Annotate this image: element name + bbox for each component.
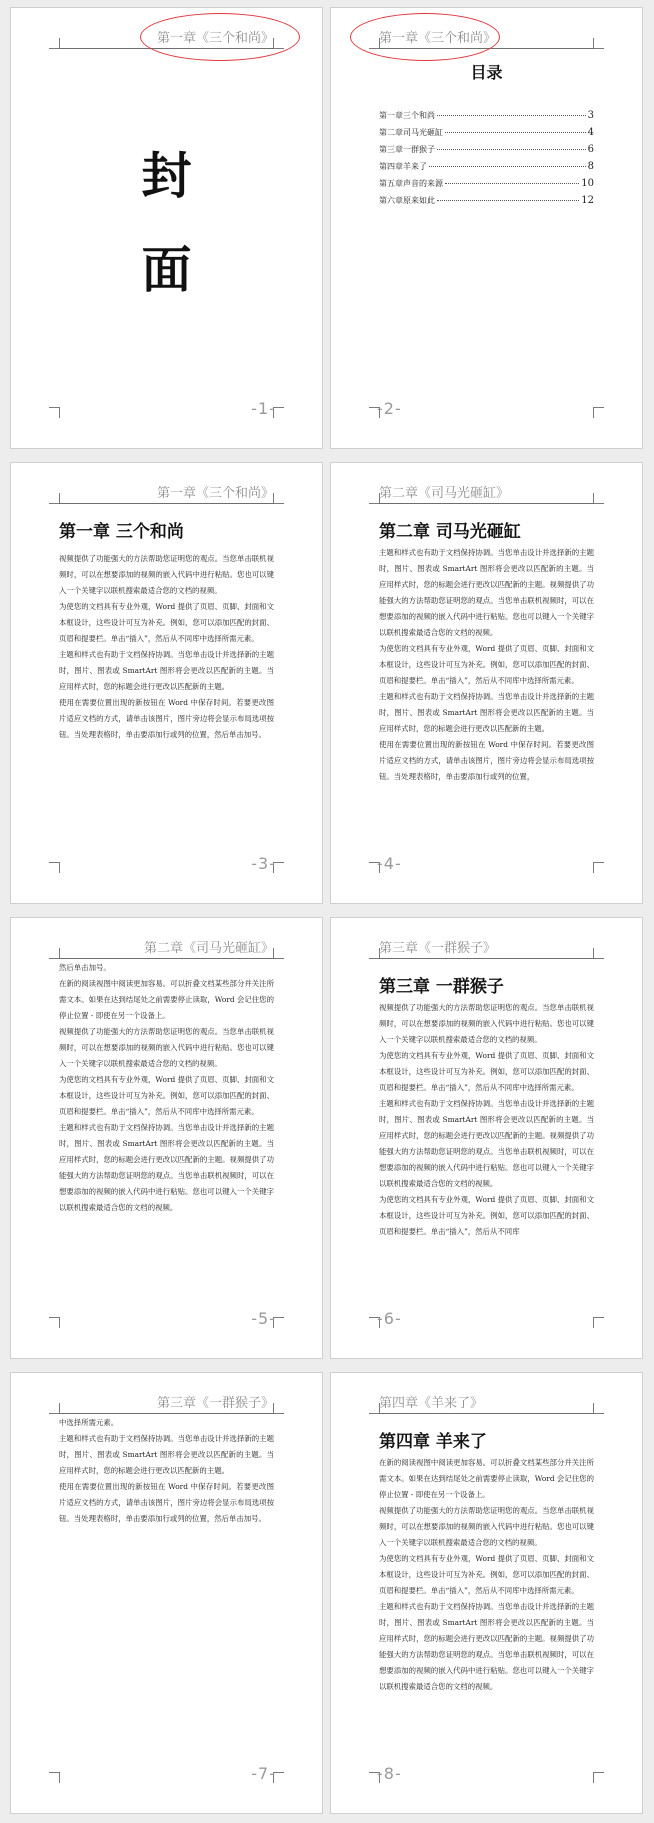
paragraph: 主题和样式也有助于文档保持协调。当您单击设计并选择新的主题时，图片、图表或 SmartArt 图形将会更改以匹配新的主题。当应用样式时，您的标题会进行更改以匹配新的主题。视频提供了功能强大的方法帮助您证明您的观点。当您单击联机视频时，可以在想要添加的视频的嵌入代码中进行粘贴。您也可以键入一个关键字以联机搜索最适合您的文档的视频。 (379, 548, 594, 637)
chapter-heading: 第二章 司马光砸缸 (379, 522, 521, 542)
toc-entry-title: 第二章司马光砸缸 (379, 128, 443, 137)
header-line (379, 503, 594, 504)
paragraph: 在新的阅读视图中阅读更加容易。可以折叠文档某些部分并关注所需文本。如果在达到结尾处之前需要停止读取，Word 会记住您的停止位置 - 即使在另一个设备上。 (59, 979, 274, 1020)
page-header: 第一章《三个和尚》 (379, 31, 497, 46)
paragraph: 主题和样式也有助于文档保持协调。当您单击设计并选择新的主题时，图片、图表或 SmartArt 图形将会更改以匹配新的主题。当应用样式时，您的标题会进行更改以匹配新的主题。 (59, 1434, 274, 1475)
cover-title-char: 封 (141, 146, 192, 205)
toc-leader (437, 200, 579, 201)
toc-entry[interactable] (379, 161, 594, 178)
toc-leader (437, 115, 586, 116)
toc-leader (437, 149, 586, 150)
toc-entry-page: 6 (587, 144, 594, 155)
page-number: -1- (251, 399, 276, 418)
paragraph: 为使您的文档具有专业外观，Word 提供了页眉、页脚、封面和文本框设计，这些设计可互为补充。例如，您可以添加匹配的封面、页眉和提要栏。单击“插入”，然后从不同库中选择所需元素。 (379, 1051, 594, 1092)
page-6 (331, 918, 642, 1358)
page-header: 第一章《三个和尚》 (156, 31, 274, 46)
crop-mark (273, 1403, 284, 1414)
page-number: -3- (251, 854, 276, 873)
paragraph: 为使您的文档具有专业外观，Word 提供了页眉、页脚、封面和文本框设计，这些设计可互为补充。例如，您可以添加匹配的封面、页眉和提要栏。单击“插入”，然后从不同库 (379, 1195, 594, 1236)
header-line (59, 958, 274, 959)
crop-mark (593, 1317, 604, 1328)
header-line (379, 48, 594, 49)
page-header: 第三章《一群猴子》 (379, 941, 497, 956)
page-4 (331, 463, 642, 903)
chapter-heading: 第一章 三个和尚 (59, 522, 184, 542)
page-header: 第二章《司马光砸缸》 (379, 486, 510, 501)
page-header: 第四章《羊来了》 (379, 1396, 484, 1411)
toc-entry-title: 第三章一群猴子 (379, 145, 435, 154)
toc-entry[interactable] (379, 127, 594, 144)
crop-mark (273, 493, 284, 504)
page-number: -8- (377, 1764, 402, 1783)
body-text (59, 960, 274, 1216)
crop-mark (593, 948, 604, 959)
crop-mark (593, 1772, 604, 1783)
toc-entry-page: 10 (581, 178, 594, 189)
paragraph: 为使您的文档具有专业外观，Word 提供了页眉、页脚、封面和文本框设计，这些设计可互为补充。例如，您可以添加匹配的封面、页眉和提要栏。单击“插入”，然后从不同库中选择所需元素。 (379, 1554, 594, 1595)
header-line (59, 503, 274, 504)
paragraph: 视频提供了功能强大的方法帮助您证明您的观点。当您单击联机视频时，可以在想要添加的视频的嵌入代码中进行粘贴。您也可以键入一个关键字以联机搜索最适合您的文档的视频。 (379, 1506, 594, 1547)
toc-entry[interactable] (379, 178, 594, 195)
chapter-heading: 第三章 一群猴子 (379, 977, 504, 997)
page-5 (11, 918, 322, 1358)
toc-list (379, 110, 594, 212)
page-number: -7- (251, 1764, 276, 1783)
body-text (379, 1000, 594, 1240)
paragraph: 然后单击加号。 (59, 963, 111, 972)
page-number: -4- (377, 854, 402, 873)
page-header: 第三章《一群猴子》 (156, 1396, 274, 1411)
crop-mark (593, 493, 604, 504)
paragraph: 为使您的文档具有专业外观，Word 提供了页眉、页脚、封面和文本框设计，这些设计可互为补充。例如，您可以添加匹配的封面、页眉和提要栏。单击“插入”，然后从不同库中选择所需元素。 (379, 644, 594, 685)
toc-entry-page: 8 (587, 161, 594, 172)
page-header: 第二章《司马光砸缸》 (143, 941, 274, 956)
toc-entry-page: 3 (587, 110, 594, 121)
crop-mark (273, 38, 284, 49)
crop-mark (49, 1772, 60, 1783)
page-1 (11, 8, 322, 448)
paragraph: 视频提供了功能强大的方法帮助您证明您的观点。当您单击联机视频时，可以在想要添加的视频的嵌入代码中进行粘贴。您也可以键入一个关键字以联机搜索最适合您的文档的视频。 (379, 1003, 594, 1044)
paragraph: 主题和样式也有助于文档保持协调。当您单击设计并选择新的主题时，图片、图表或 SmartArt 图形将会更改以匹配新的主题。当应用样式时，您的标题会进行更改以匹配新的主题。视频提供了功能强大的方法帮助您证明您的观点。当您单击联机视频时，可以在想要添加的视频的嵌入代码中进行粘贴。您也可以键入一个关键字以联机搜索最适合您的文档的视频。 (379, 1099, 594, 1188)
page-3 (11, 463, 322, 903)
body-text (59, 1415, 274, 1527)
toc-leader (445, 183, 579, 184)
header-line (59, 1413, 274, 1414)
body-text (59, 551, 274, 743)
crop-mark (593, 407, 604, 418)
paragraph: 使用在需要位置出现的新按钮在 Word 中保存时间。若要更改图片适应文档的方式，请单击该图片，图片旁边将会显示布局选项按钮。当处理表格时，单击要添加行或列的位置， (379, 740, 594, 781)
paragraph: 主题和样式也有助于文档保持协调。当您单击设计并选择新的主题时，图片、图表或 SmartArt 图形将会更改以匹配新的主题。当应用样式时，您的标题会进行更改以匹配新的主题。视频提供了功能强大的方法帮助您证明您的观点。当您单击联机视频时，可以在想要添加的视频的嵌入代码中进行粘贴。您也可以键入一个关键字以联机搜索最适合您的文档的视频。 (59, 1123, 274, 1212)
paragraph: 在新的阅读视图中阅读更加容易。可以折叠文档某些部分并关注所需文本。如果在达到结尾处之前需要停止读取，Word 会记住您的停止位置 - 即使在另一个设备上。 (379, 1458, 594, 1499)
paragraph: 为使您的文档具有专业外观，Word 提供了页眉、页脚、封面和文本框设计，这些设计可互为补充。例如，您可以添加匹配的封面、页眉和提要栏。单击“插入”，然后从不同库中选择所需元素。 (59, 1075, 274, 1116)
crop-mark (49, 407, 60, 418)
chapter-heading: 第四章 羊来了 (379, 1432, 487, 1452)
paragraph: 视频提供了功能强大的方法帮助您证明您的观点。当您单击联机视频时，可以在想要添加的视频的嵌入代码中进行粘贴。您也可以键入一个关键字以联机搜索最适合您的文档的视频。 (59, 1027, 274, 1068)
page-number: -5- (251, 1309, 276, 1328)
body-text (379, 1455, 594, 1695)
toc-leader (445, 132, 586, 133)
crop-mark (593, 1403, 604, 1414)
toc-entry-title: 第一章三个和尚 (379, 111, 435, 120)
toc-entry[interactable] (379, 110, 594, 127)
toc-leader (429, 166, 586, 167)
toc-entry[interactable] (379, 144, 594, 161)
page-8 (331, 1373, 642, 1813)
crop-mark (593, 862, 604, 873)
toc-entry-title: 第五章声音的来源 (379, 179, 443, 188)
toc-entry[interactable] (379, 195, 594, 212)
toc-entry-page: 12 (581, 195, 594, 206)
toc-title: 目录 (470, 63, 503, 82)
toc-entry-page: 4 (587, 127, 594, 138)
crop-mark (49, 862, 60, 873)
body-text (379, 545, 594, 785)
paragraph: 视频提供了功能强大的方法帮助您证明您的观点。当您单击联机视频时，可以在想要添加的视频的嵌入代码中进行粘贴。您也可以键入一个关键字以联机搜索最适合您的文档的视频。 (59, 554, 274, 595)
paragraph: 主题和样式也有助于文档保持协调。当您单击设计并选择新的主题时，图片、图表或 SmartArt 图形将会更改以匹配新的主题。当应用样式时，您的标题会进行更改以匹配新的主题。 (59, 650, 274, 691)
header-line (59, 48, 274, 49)
header-line (379, 1413, 594, 1414)
page-2 (331, 8, 642, 448)
toc-entry-title: 第六章原来如此 (379, 196, 435, 205)
page-header: 第一章《三个和尚》 (156, 486, 274, 501)
paragraph: 为使您的文档具有专业外观，Word 提供了页眉、页脚、封面和文本框设计，这些设计可互为补充。例如，您可以添加匹配的封面、页眉和提要栏。单击“插入”，然后从不同库中选择所需元素。 (59, 602, 274, 643)
paragraph: 主题和样式也有助于文档保持协调。当您单击设计并选择新的主题时，图片、图表或 SmartArt 图形将会更改以匹配新的主题。当应用样式时，您的标题会进行更改以匹配新的主题。视频提供了功能强大的方法帮助您证明您的观点。当您单击联机视频时，可以在想要添加的视频的嵌入代码中进行粘贴。您也可以键入一个关键字以联机搜索最适合您的文档的视频。 (379, 1602, 594, 1691)
header-line (379, 958, 594, 959)
paragraph: 使用在需要位置出现的新按钮在 Word 中保存时间。若要更改图片适应文档的方式，请单击该图片，图片旁边将会显示布局选项按钮。当处理表格时，单击要添加行或列的位置，然后单击加号。 (59, 698, 274, 739)
paragraph: 中选择所需元素。 (59, 1418, 119, 1427)
crop-mark (49, 1317, 60, 1328)
crop-mark (273, 948, 284, 959)
toc-entry-title: 第四章羊来了 (379, 162, 427, 171)
page-7 (11, 1373, 322, 1813)
crop-mark (593, 38, 604, 49)
page-number: -6- (377, 1309, 402, 1328)
paragraph: 使用在需要位置出现的新按钮在 Word 中保存时间。若要更改图片适应文档的方式，请单击该图片，图片旁边将会显示布局选项按钮。当处理表格时，单击要添加行或列的位置，然后单击加号。 (59, 1482, 274, 1523)
paragraph: 主题和样式也有助于文档保持协调。当您单击设计并选择新的主题时，图片、图表或 SmartArt 图形将会更改以匹配新的主题。当应用样式时，您的标题会进行更改以匹配新的主题。 (379, 692, 594, 733)
page-number: -2- (377, 399, 402, 418)
cover-title-char: 面 (141, 240, 192, 299)
